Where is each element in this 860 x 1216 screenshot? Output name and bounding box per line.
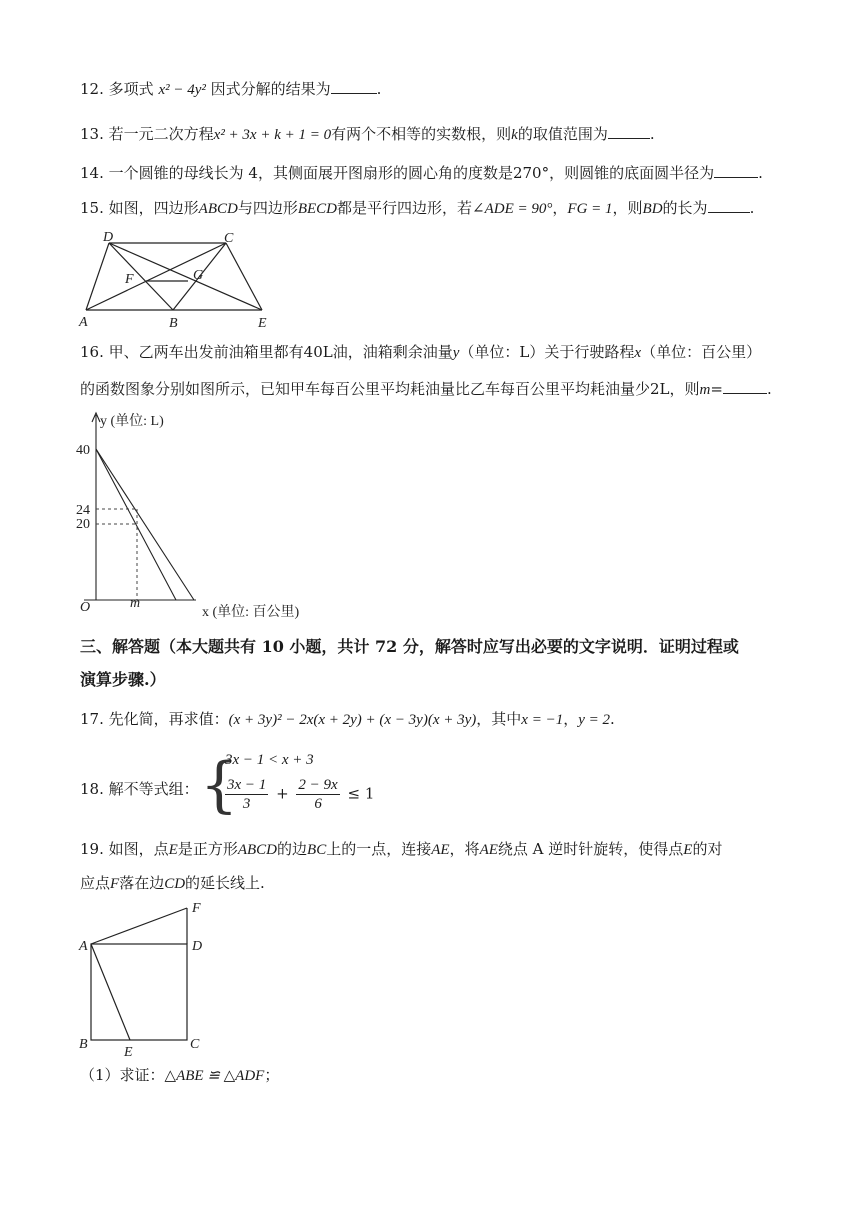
brace-icon: { — [200, 750, 239, 820]
q16-40L: 40L — [303, 343, 333, 361]
question-16-line1 — [80, 341, 761, 364]
q15-mid1: 与四边形 — [237, 199, 298, 217]
q13-pre: 若一元二次方程 — [108, 125, 214, 143]
graph-origin: O — [80, 600, 91, 615]
label-D: D — [103, 230, 114, 245]
q16-graph — [74, 405, 344, 620]
question-17 — [80, 708, 615, 731]
q17-expression: (x + 3y)² − 2x(x + 2y) + (x − 3y)(x + 3y) — [228, 712, 477, 728]
q15-shape2: BECD — [297, 201, 338, 217]
q16-end: . — [766, 380, 772, 398]
q15-end: . — [749, 199, 755, 217]
q15-number: 15. — [80, 199, 104, 217]
tick-40: 40 — [76, 443, 90, 458]
label-E: E — [258, 316, 267, 331]
q15-bd: BD — [642, 201, 663, 217]
graph-y-label: y (单位: L) — [100, 414, 164, 429]
q18-number: 18. — [80, 780, 104, 798]
q19-t2: 的边 — [277, 840, 308, 858]
q18-inequality-1: 3x − 1 < x + 3 — [225, 752, 314, 768]
q15-mid2: 都是平行四边形，若 — [337, 199, 473, 217]
q19-F: F — [110, 876, 120, 892]
frac1-num: 3x − 1 — [227, 777, 267, 793]
question-15 — [80, 197, 754, 220]
label-F: F — [192, 901, 201, 916]
q17-y-value: y = 2 — [578, 712, 610, 728]
q19-t1: 是正方形 — [177, 840, 238, 858]
q17-end: . — [610, 710, 615, 728]
q19-part1-end: ； — [264, 1066, 280, 1084]
q17-pre: 先化简，再求值： — [108, 710, 229, 728]
q15-sep: ， — [552, 199, 568, 217]
q18-fraction-2 — [296, 776, 339, 813]
label-D: D — [192, 939, 203, 954]
q12-tail: 因式分解的结果为 — [210, 80, 331, 98]
q19-l2b: 落在边 — [119, 874, 165, 892]
frac1-den: 3 — [242, 796, 251, 812]
q16-text-d: ）关于行驶路程 — [529, 343, 635, 361]
q19-figure — [76, 898, 216, 1060]
q16-x: x — [634, 345, 642, 361]
q16-text-e: （单位：百公里） — [641, 343, 762, 361]
q17-sep: ， — [563, 710, 579, 728]
q19-pre: 如图，点 — [108, 840, 169, 858]
q13-expression: x² + 3x + k + 1 = 0 — [213, 127, 332, 143]
q19-l2a: 应点 — [80, 874, 111, 892]
q18-le: ≤ 1 — [347, 784, 375, 803]
q19-part1-label: （1）求证： — [80, 1066, 165, 1084]
q15-condition: ∠ADE = 90° — [472, 201, 553, 217]
q18-inequality-2 — [222, 776, 374, 813]
label-A: A — [79, 315, 88, 330]
graph-m: m — [130, 596, 141, 611]
q19-part1-statement: △ABE ≌ △ADF — [164, 1068, 265, 1084]
q16-text-a: 甲、乙两车出发前油箱里都有 — [108, 343, 304, 361]
q14-end: . — [758, 164, 763, 182]
frac2-num: 2 − 9x — [298, 777, 338, 793]
q12-text: 多项式 — [108, 80, 154, 98]
label-C: C — [224, 231, 234, 246]
label-A: A — [79, 939, 88, 954]
q17-number: 17. — [80, 710, 104, 728]
q14-number: 14. — [80, 164, 104, 182]
q17-x-value: x = −1 — [521, 712, 564, 728]
label-F: F — [125, 272, 134, 287]
question-19-line1 — [80, 838, 722, 861]
q15-mid3: ，则 — [612, 199, 643, 217]
q16-eq: = — [710, 380, 723, 398]
answer-blank — [714, 163, 758, 178]
label-C: C — [190, 1037, 200, 1052]
q14-tail: ，则圆锥的底面圆半径为 — [549, 164, 715, 182]
q15-pre: 如图，四边形 — [108, 199, 199, 217]
question-16-line2 — [80, 378, 772, 401]
q16-text-f: 的函数图象分别如图所示，已知甲车每百公里平均耗油量比乙车每百公里平均耗油量少 — [80, 380, 651, 398]
answer-blank — [608, 124, 650, 139]
q19-BC: BC — [307, 842, 327, 858]
tick-24: 24 — [76, 503, 90, 518]
answer-blank — [723, 379, 767, 394]
question-12 — [80, 78, 381, 101]
q16-y: y — [452, 345, 460, 361]
q13-end: . — [649, 125, 655, 143]
q19-part1 — [80, 1064, 279, 1087]
answer-blank — [331, 79, 377, 94]
q12-end: . — [376, 80, 382, 98]
q15-shape1: ABCD — [198, 201, 238, 217]
q19-CD: CD — [164, 876, 186, 892]
q18-pre: 解不等式组： — [108, 780, 199, 798]
q16-text-g: ，则 — [669, 380, 700, 398]
tick-20: 20 — [76, 517, 90, 532]
q13-mid: 有两个不相等的实数根，则 — [331, 125, 512, 143]
q19-t4: ，将 — [449, 840, 480, 858]
q19-number: 19. — [80, 840, 104, 858]
q15-tail: 的长为 — [662, 199, 708, 217]
q13-tail: 的取值范围为 — [517, 125, 608, 143]
question-13 — [80, 123, 655, 146]
label-G: G — [193, 268, 204, 283]
q16-m: m — [699, 382, 711, 398]
q19-t3: 上的一点，连接 — [326, 840, 432, 858]
section-title-line2: 演算步骤.） — [80, 670, 166, 689]
answer-blank — [708, 198, 750, 213]
q19-square: ABCD — [237, 842, 278, 858]
q19-AE-2: AE — [479, 842, 498, 858]
q16-text-b: 油，油箱剩余油量 — [332, 343, 453, 361]
frac2-den: 6 — [314, 796, 322, 812]
q16-number: 16. — [80, 343, 104, 361]
graph-x-label: x (单位: 百公里) — [202, 605, 300, 620]
label-B: B — [169, 316, 178, 331]
q19-E-2: E — [683, 842, 693, 858]
q19-t5: 绕点 A 逆时针旋转，使得点 — [497, 840, 684, 858]
q16-2L: 2L — [650, 380, 670, 398]
label-B: B — [79, 1037, 88, 1052]
question-19-line2 — [80, 872, 265, 895]
q17-mid: ，其中 — [476, 710, 522, 728]
q14-text: 一个圆锥的母线长为 4，其侧面展开图扇形的圆心角的度数是 — [108, 164, 513, 182]
q13-number: 13. — [80, 125, 104, 143]
section-title-line1: 三、解答题（本大题共有 10 小题，共计 72 分，解答时应写出必要的文字说明．证明过程或 — [80, 637, 739, 656]
q16-text-c: （单位： — [459, 343, 520, 361]
q19-t6: 的对 — [692, 840, 723, 858]
q15-figure — [76, 228, 276, 332]
label-E: E — [124, 1045, 133, 1060]
question-14 — [80, 162, 763, 184]
q14-degree: 270° — [512, 164, 550, 182]
q19-AE: AE — [431, 842, 450, 858]
q18-plus: + — [276, 784, 289, 803]
q13-var: k — [511, 127, 518, 143]
q16-unit-L: L — [519, 343, 530, 361]
q19-l2c: 的延长线上. — [185, 874, 265, 892]
q12-number: 12. — [80, 80, 104, 98]
q15-fg: FG = 1 — [567, 201, 613, 217]
q12-expression: x² − 4y² — [158, 82, 206, 98]
q18-fraction-1 — [225, 776, 268, 813]
q19-E: E — [168, 842, 178, 858]
